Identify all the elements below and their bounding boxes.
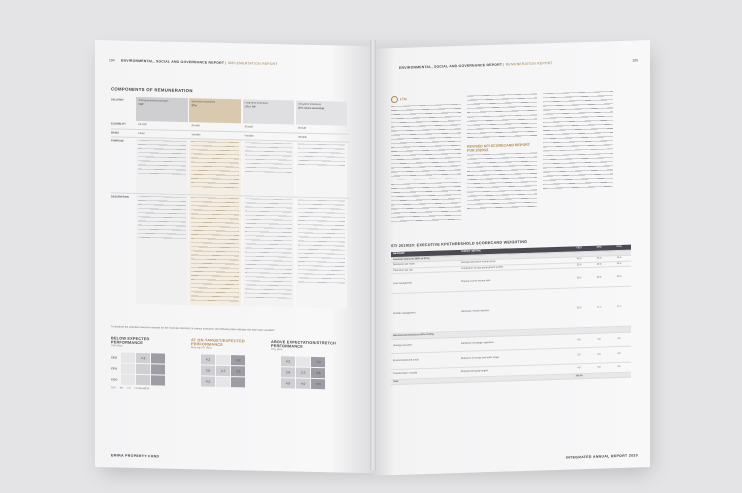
- section-title: COMPONENTS OF REMUNERATION: [111, 86, 193, 94]
- matrix-value: 4.2: [231, 355, 245, 365]
- legend-item: STI: [119, 387, 124, 391]
- table-row: Cost management Property cost to income ratio 10.0 10.0 10.0: [391, 267, 631, 295]
- text-column-3: [543, 91, 613, 191]
- matrix-value: 2.8: [281, 367, 295, 377]
- row-label-delivery: DELIVERY: [111, 98, 124, 102]
- table-title: STI 2019/20: EXECUTIVE KPI/THRESHOLD SCORECARD WEIGHTING: [391, 239, 528, 249]
- scenario-sub: TGP (Rm): [111, 344, 123, 348]
- table-row: Transformation / people Employment equity targets 4.0 4.0 4.0: [391, 362, 631, 380]
- col-head: MEASURE: [393, 252, 405, 256]
- left-page-header: ENVIRONMENTAL, SOCIAL AND GOVERNANCE REPORT | IMPLEMENTATION REPORT: [121, 58, 278, 67]
- header-subtitle: IMPLEMENTATION REPORT: [227, 61, 278, 67]
- table-row: Total return per unit Comparison to peer group growth in DPS 10.0 10.0 10.0: [391, 261, 631, 274]
- description-text-block: [189, 195, 241, 306]
- scenario-target: [191, 338, 271, 389]
- column-head-line: Short-term incentives: [191, 100, 216, 104]
- col-head: COO: [616, 246, 622, 249]
- table-row: Financial measures (60% of STIs): [391, 250, 631, 263]
- table-row: Non-financial measures (40% of STIs): [391, 327, 631, 340]
- legend-item: LTI: [127, 388, 131, 391]
- matrix-value: 4.2: [281, 356, 295, 366]
- right-page: [373, 40, 650, 476]
- scenario-below: [111, 336, 181, 391]
- scenario-note: To illustrate the potential maximum rewards for the executive directors at various scenarios, the following table indicates the total value awarded:: [111, 325, 275, 333]
- table-row: Distribution per share Average total return of peer group 40.0 40.0 10.0: [391, 256, 631, 269]
- header-title: ENVIRONMENTAL, SOCIAL AND GOVERNANCE REPORT: [399, 62, 503, 70]
- table-row-total: Total 100.00: [391, 372, 631, 385]
- matrix-value: 4.9: [281, 379, 295, 389]
- matrix-value: 4.2: [136, 353, 150, 363]
- column-head-line: Long-term incentives: [297, 102, 322, 107]
- matrix-value: 4.2: [201, 354, 215, 364]
- cell-eligibility: All staff: [244, 125, 253, 129]
- column-head-sti: [189, 98, 241, 123]
- column-head-lti-shares: [296, 101, 348, 126]
- right-page-number: 105: [632, 58, 638, 63]
- matrix-value: 2.8: [201, 366, 215, 376]
- row-label-basis: BASIS: [111, 130, 119, 135]
- header-title: ENVIRONMENTAL, SOCIAL AND GOVERNANCE REPORT: [121, 58, 225, 65]
- column-head-abbr: TGP: [138, 102, 144, 106]
- column-head-abbr: STIs: [191, 103, 197, 107]
- open-report-book: [95, 40, 650, 467]
- scenario-sub: STIs (Rm): [271, 347, 283, 352]
- components-table: [111, 96, 349, 309]
- left-page: [95, 40, 373, 473]
- column-head-line: Long-term incentives: [244, 101, 268, 105]
- lti-heading: LTIs: [400, 97, 407, 102]
- purpose-text-block: [243, 141, 295, 197]
- matrix-value: 4.2: [201, 377, 215, 387]
- column-head-abbr: LTIs / TIP: [244, 104, 256, 109]
- matrix-value: 2.3: [216, 366, 230, 376]
- legend-item: TGP: [111, 387, 116, 390]
- description-text-block: [243, 197, 295, 308]
- matrix-value: 2.5: [231, 366, 245, 376]
- matrix-value: 2.3: [296, 368, 310, 378]
- matrix-row-label: CFO: [111, 366, 117, 371]
- scenario-title: ABOVE EXPECTATION/STRETCH PERFORMANCE: [271, 339, 336, 349]
- text-column-2: [467, 94, 537, 213]
- row-label-eligibility: ELIGIBILITY: [111, 122, 126, 126]
- scenario-title: AT ON-TARGET/EXPECTED PERFORMANCE: [191, 338, 245, 347]
- description-text-block: [296, 198, 348, 309]
- left-page-number: 104: [109, 58, 115, 63]
- description-text-block: [136, 194, 188, 305]
- col-head: CFO: [596, 246, 602, 249]
- col-head: CEO: [576, 247, 582, 250]
- matrix-value: 4.0: [296, 379, 310, 389]
- row-label-description: DESCRIPTION: [111, 195, 129, 199]
- column-head-line: Total guaranteed packages: [138, 98, 169, 103]
- lti-icon: [391, 96, 398, 103]
- cell-eligibility: All staff: [138, 122, 147, 127]
- legend-item: LTI (SHARES): [134, 388, 150, 391]
- right-footer: INTEGRATED ANNUAL REPORT 2020: [565, 453, 638, 460]
- book-spine: [370, 40, 376, 470]
- legend: [111, 388, 181, 392]
- scenario-title: BELOW EXPECTED PERFORMANCE: [111, 336, 150, 346]
- matrix-row-label: CEO: [111, 355, 118, 360]
- left-footer: EMIRA PROPERTY FUND: [111, 453, 160, 459]
- cell-eligibility: All staff: [191, 124, 200, 128]
- scorecard-title: REVISED KPI SCORECARD REPORT FOR 2020/21: [467, 142, 530, 153]
- matrix-value: 3.3: [311, 379, 325, 389]
- column-head-lti: [243, 99, 295, 124]
- col-head: TARGET / METRIC: [461, 250, 481, 254]
- cell-basis: Variable: [297, 135, 307, 139]
- cell-eligibility: All staff: [297, 126, 306, 130]
- text-column-1: [391, 94, 461, 224]
- right-page-header: ENVIRONMENTAL, SOCIAL AND GOVERNANCE REPORT | REMUNERATION REPORT: [399, 61, 553, 70]
- purpose-text-block: [296, 142, 348, 198]
- scorecard-table: [391, 237, 631, 386]
- cell-basis: Fixed: [138, 131, 145, 135]
- column-head-tgp: [136, 97, 188, 122]
- column-head-abbr: LTIs: share ownership: [297, 106, 325, 110]
- header-subtitle: REMUNERATION REPORT: [505, 61, 553, 67]
- cell-basis: Variable: [244, 133, 254, 138]
- purpose-text-block: [189, 139, 241, 195]
- matrix-value: 3.5: [311, 368, 325, 378]
- matrix-value: 7.3: [311, 357, 325, 367]
- cell-basis: Variable: [191, 132, 201, 136]
- table-row: Strategy execution Fulfilment of strategic objectives 4.0 4.0 4.0: [391, 332, 631, 354]
- matrix-row-label: COO: [111, 377, 118, 382]
- table-row: Environmental and social Reduction in energy and water usage 2.0 2.0 2.0: [391, 346, 631, 370]
- table-row: Portfolio management Vacancies / tenant retention 15.0 15.0 15.0: [391, 287, 631, 335]
- purpose-text-block: [136, 138, 188, 194]
- row-label-purpose: PURPOSE: [111, 139, 124, 143]
- scenario-above: [271, 340, 355, 391]
- scenario-sub: Plus any STI (Rm): [191, 346, 212, 350]
